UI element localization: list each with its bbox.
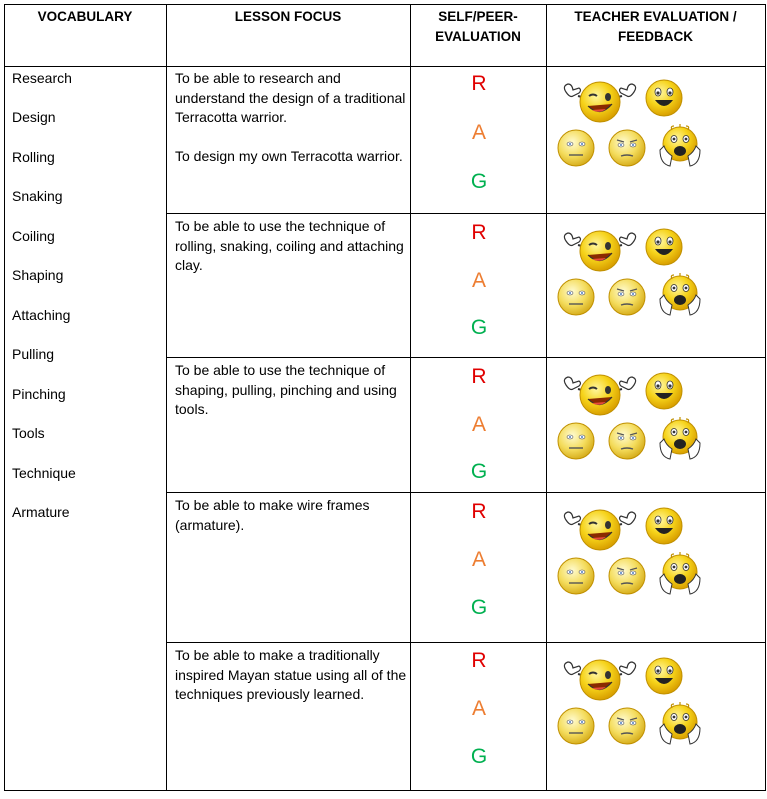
rag-green[interactable]: G <box>470 316 488 339</box>
neutral-emoji-icon[interactable] <box>556 128 596 168</box>
happy-emoji-icon[interactable] <box>644 78 684 118</box>
shocked-emoji-icon[interactable] <box>658 702 702 746</box>
thumbs-up-wink-emoji-icon[interactable] <box>562 367 638 419</box>
rag-red[interactable]: R <box>471 221 487 244</box>
rag-amber[interactable]: A <box>471 548 486 571</box>
header-vocabulary: VOCABULARY <box>37 9 133 24</box>
vocabulary-item: Research <box>12 70 72 86</box>
shocked-emoji-icon[interactable] <box>658 552 702 596</box>
rag-red[interactable]: R <box>471 365 487 388</box>
vocabulary-item: Pinching <box>12 386 66 402</box>
lesson-focus-text: To be able to use the technique of shaping, pulling, pinching and using tools. <box>175 362 397 417</box>
lesson-focus-text: To design my own Terracotta warrior. <box>175 148 403 164</box>
shocked-emoji-icon[interactable] <box>658 273 702 317</box>
rag-red[interactable]: R <box>471 649 487 672</box>
vocabulary-item: Design <box>12 109 56 125</box>
rag-green[interactable]: G <box>470 596 488 619</box>
vocabulary-item: Armature <box>12 504 70 520</box>
shocked-emoji-icon[interactable] <box>658 417 702 461</box>
column-divider-1 <box>166 4 167 791</box>
unsure-emoji-icon[interactable] <box>607 128 647 168</box>
lesson-focus-1 <box>175 69 407 167</box>
lesson-focus-text: To be able to make a traditionally inspired Mayan statue using all of the techniques previously learned. <box>175 647 407 702</box>
neutral-emoji-icon[interactable] <box>556 277 596 317</box>
neutral-emoji-icon[interactable] <box>556 556 596 596</box>
header-teacher-line2: FEEDBACK <box>617 29 693 44</box>
table-border-left <box>4 4 5 791</box>
rag-green[interactable]: G <box>470 745 488 768</box>
lesson-focus-5 <box>175 646 407 705</box>
row-divider-4 <box>166 642 766 643</box>
rag-amber[interactable]: A <box>471 413 486 436</box>
header-self-eval-line2: EVALUATION <box>435 29 521 44</box>
header-self-eval-line1: SELF/PEER- <box>438 9 518 24</box>
header-teacher-feedback <box>546 7 765 47</box>
rag-amber[interactable]: A <box>471 269 486 292</box>
vocabulary-item: Technique <box>12 465 76 481</box>
row-divider-2 <box>166 357 766 358</box>
unsure-emoji-icon[interactable] <box>607 556 647 596</box>
header-divider <box>4 66 766 67</box>
unsure-emoji-icon[interactable] <box>607 421 647 461</box>
vocabulary-item: Snaking <box>12 188 63 204</box>
vocabulary-item: Shaping <box>12 267 64 283</box>
rag-green[interactable]: G <box>470 170 488 193</box>
table-border-right <box>765 4 766 791</box>
header-self-peer-evaluation <box>410 7 546 47</box>
table-border-bottom <box>4 790 766 791</box>
happy-emoji-icon[interactable] <box>644 227 684 267</box>
vocabulary-item: Coiling <box>12 228 55 244</box>
rag-red[interactable]: R <box>471 72 487 95</box>
vocabulary-item: Tools <box>12 425 45 441</box>
thumbs-up-wink-emoji-icon[interactable] <box>562 223 638 275</box>
happy-emoji-icon[interactable] <box>644 371 684 411</box>
row-divider-3 <box>166 492 766 493</box>
happy-emoji-icon[interactable] <box>644 506 684 546</box>
rag-amber[interactable]: A <box>471 697 486 720</box>
thumbs-up-wink-emoji-icon[interactable] <box>562 74 638 126</box>
vocabulary-item: Attaching <box>12 307 71 323</box>
rag-amber[interactable]: A <box>471 121 486 144</box>
lesson-focus-4 <box>175 496 407 535</box>
rag-green[interactable]: G <box>470 460 488 483</box>
lesson-focus-2 <box>175 217 407 276</box>
lesson-focus-text: To be able to make wire frames (armature). <box>175 497 370 533</box>
unsure-emoji-icon[interactable] <box>607 706 647 746</box>
rag-red[interactable]: R <box>471 500 487 523</box>
row-divider-1 <box>166 213 766 214</box>
thumbs-up-wink-emoji-icon[interactable] <box>562 652 638 704</box>
happy-emoji-icon[interactable] <box>644 656 684 696</box>
lesson-focus-text: To be able to research and understand the design of a traditional Terracotta warrior. <box>175 70 406 125</box>
neutral-emoji-icon[interactable] <box>556 706 596 746</box>
lesson-focus-3 <box>175 361 407 420</box>
thumbs-up-wink-emoji-icon[interactable] <box>562 502 638 554</box>
unsure-emoji-icon[interactable] <box>607 277 647 317</box>
vocabulary-item: Pulling <box>12 346 55 362</box>
header-lesson-focus: LESSON FOCUS <box>234 9 342 24</box>
table-border-top <box>4 4 766 5</box>
header-teacher-line1: TEACHER EVALUATION / <box>574 9 737 24</box>
lesson-focus-text: To be able to use the technique of rolling, snaking, coiling and attaching clay. <box>175 218 404 273</box>
neutral-emoji-icon[interactable] <box>556 421 596 461</box>
vocabulary-item: Rolling <box>12 149 55 165</box>
shocked-emoji-icon[interactable] <box>658 124 702 168</box>
